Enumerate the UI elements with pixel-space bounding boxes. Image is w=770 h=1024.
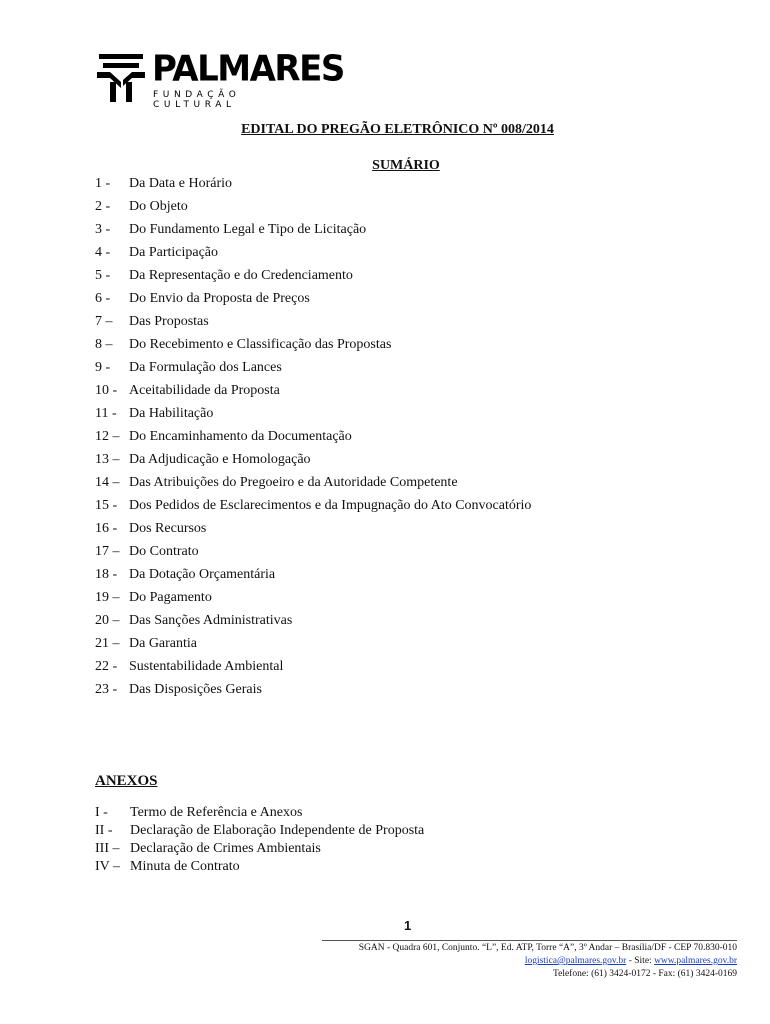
annex-item-title: Declaração de Elaboração Independente de Proposta bbox=[130, 823, 425, 838]
footer-address: SGAN - Quadra 601, Conjunto. “L”, Ed. ATP, Torre “A”, 3º Andar – Brasília/DF - CEP 70.830-010 bbox=[358, 943, 737, 953]
toc-item-title: Do Encaminhamento da Documentação bbox=[129, 429, 352, 444]
toc-item-number: 3 - bbox=[95, 222, 111, 237]
toc-item-number: 15 - bbox=[95, 498, 118, 513]
toc-item-title: Da Dotação Orçamentária bbox=[129, 567, 276, 582]
toc-item-number: 9 - bbox=[95, 360, 111, 375]
toc-item-number: 23 - bbox=[95, 682, 118, 697]
toc-item-number: 22 - bbox=[95, 659, 118, 674]
toc-item-number: 4 - bbox=[95, 245, 111, 260]
toc-item-title: Das Atribuições do Pregoeiro e da Autoridade Competente bbox=[129, 475, 458, 490]
website-link[interactable]: www.palmares.gov.br bbox=[654, 956, 737, 966]
toc-item-title: Do Recebimento e Classificação das Propostas bbox=[129, 337, 392, 352]
toc-item-number: 19 – bbox=[95, 590, 120, 605]
toc-item-number: 10 - bbox=[95, 383, 118, 398]
toc-item-title: Da Participação bbox=[129, 245, 219, 260]
toc-item-number: 7 – bbox=[95, 314, 113, 329]
toc-item-number: 6 - bbox=[95, 291, 111, 306]
toc-item-number: 17 – bbox=[95, 544, 120, 559]
toc-item-number: 12 – bbox=[95, 429, 120, 444]
annex-item-number: II - bbox=[95, 823, 113, 838]
site-label: - Site: bbox=[626, 956, 655, 966]
toc-item-title: Da Adjudicação e Homologação bbox=[129, 452, 311, 467]
toc-item-title: Dos Pedidos de Esclarecimentos e da Impugnação do Ato Convocatório bbox=[129, 498, 532, 513]
toc-item-title: Sustentabilidade Ambiental bbox=[129, 659, 284, 674]
annex-item-title: Minuta de Contrato bbox=[130, 859, 240, 874]
toc-item-title: Das Disposições Gerais bbox=[129, 682, 262, 697]
footer-links-line bbox=[359, 955, 737, 968]
toc-item-number: 18 - bbox=[95, 567, 118, 582]
toc-item-number: 14 – bbox=[95, 475, 120, 490]
toc-item-number: 8 – bbox=[95, 337, 113, 352]
summary-heading: SUMÁRIO bbox=[372, 158, 440, 173]
toc-item-title: Da Data e Horário bbox=[129, 176, 233, 191]
toc-item-number: 21 – bbox=[95, 636, 120, 651]
toc-item-title: Das Propostas bbox=[129, 314, 209, 329]
toc-item-title: Da Habilitação bbox=[129, 406, 214, 421]
toc-item-title: Do Fundamento Legal e Tipo de Licitação bbox=[129, 222, 367, 237]
palmares-logo bbox=[97, 48, 344, 110]
toc-item-number: 2 - bbox=[95, 199, 111, 214]
annex-item-title: Termo de Referência e Anexos bbox=[130, 805, 303, 820]
toc-item-title: Do Envio da Proposta de Preços bbox=[129, 291, 310, 306]
logo-subtitle: FUNDAÇÃO CULTURAL bbox=[153, 90, 241, 110]
palmares-emblem-icon bbox=[97, 52, 147, 104]
toc-item-title: Aceitabilidade da Proposta bbox=[129, 383, 280, 398]
annex-item-title: Declaração de Crimes Ambientais bbox=[130, 841, 321, 856]
toc-item-number: 16 - bbox=[95, 521, 118, 536]
toc-item-title: Do Contrato bbox=[129, 544, 199, 559]
toc-item-title: Do Objeto bbox=[129, 199, 188, 214]
logo-wordmark: PALMARES bbox=[152, 48, 344, 90]
toc-item-number: 13 – bbox=[95, 452, 120, 467]
annex-item-number: III – bbox=[95, 841, 120, 856]
toc-item-title: Das Sanções Administrativas bbox=[129, 613, 293, 628]
footer-divider bbox=[322, 940, 737, 941]
footer-phone: Telefone: (61) 3424-0172 - Fax: (61) 3424-0169 bbox=[552, 969, 737, 979]
document-title: EDITAL DO PREGÃO ELETRÔNICO Nº 008/2014 bbox=[241, 122, 554, 137]
toc-item-number: 20 – bbox=[95, 613, 120, 628]
annex-item-number: I - bbox=[95, 805, 108, 820]
toc-item-title: Da Garantia bbox=[129, 636, 198, 651]
annexes-heading: ANEXOS bbox=[95, 773, 158, 789]
footer-contact bbox=[359, 942, 737, 981]
toc-item-title: Da Representação e do Credenciamento bbox=[129, 268, 353, 283]
email-link[interactable]: logistica@palmares.gov.br bbox=[524, 956, 627, 966]
toc-item-title: Do Pagamento bbox=[129, 590, 212, 605]
toc-item-number: 5 - bbox=[95, 268, 111, 283]
annex-item-number: IV – bbox=[95, 859, 121, 874]
page-number: 1 bbox=[404, 918, 412, 933]
toc-item-title: Dos Recursos bbox=[129, 521, 207, 536]
toc-item-number: 1 - bbox=[95, 176, 111, 191]
toc-item-number: 11 - bbox=[95, 406, 117, 421]
toc-item-title: Da Formulação dos Lances bbox=[129, 360, 282, 375]
